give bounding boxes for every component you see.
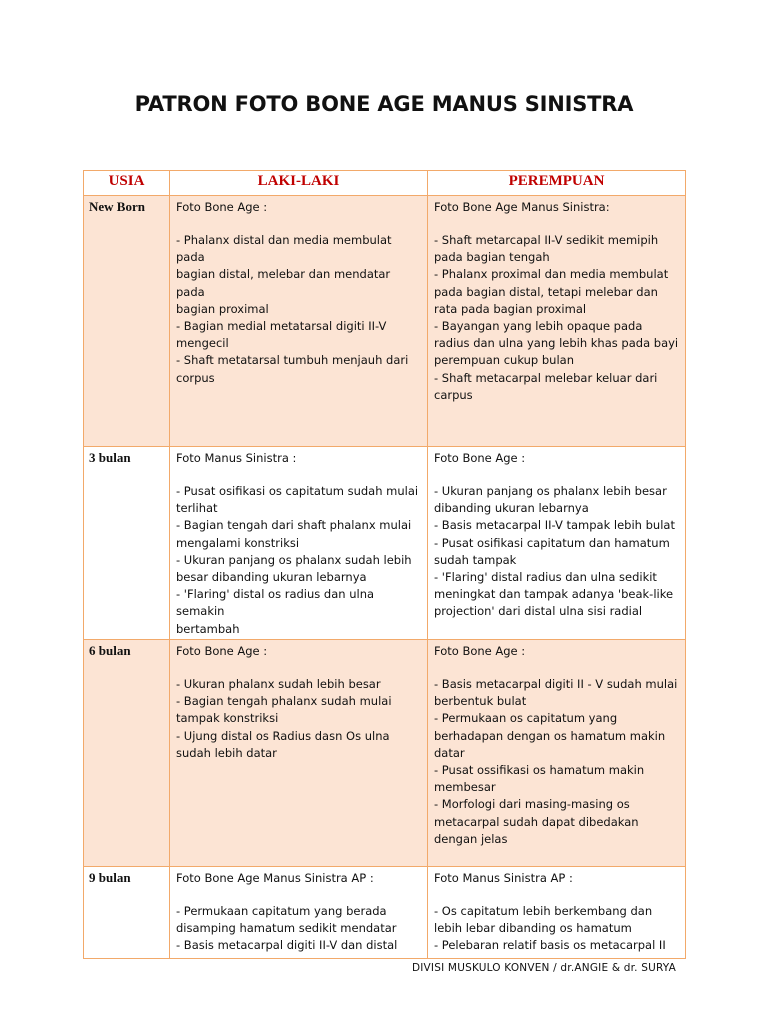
perempuan-heading: Foto Bone Age : [434, 644, 526, 658]
laki-laki-line: sudah lebih datar [176, 745, 277, 760]
perempuan-cell [428, 640, 686, 867]
perempuan-line: lebih lebar dibanding os hamatum [434, 921, 632, 936]
perempuan-heading: Foto Manus Sinistra AP : [434, 871, 573, 885]
laki-laki-line: corpus [176, 370, 215, 385]
laki-laki-heading: Foto Bone Age Manus Sinistra AP : [176, 871, 374, 885]
header-perempuan: PEREMPUAN [428, 171, 686, 196]
table-row-3-bulan [84, 447, 686, 640]
perempuan-line: pada bagian distal, tetapi melebar dan [434, 284, 658, 299]
table-row-new-born [84, 196, 686, 447]
perempuan-line: berhadapan dengan os hamatum makin [434, 728, 666, 743]
perempuan-line: - Bayangan yang lebih opaque pada [434, 319, 643, 334]
laki-laki-line: bagian distal, melebar dan mendatar pada [176, 267, 391, 299]
laki-laki-line: disamping hamatum sedikit mendatar [176, 921, 397, 936]
laki-laki-line: - Bagian medial metatarsal digiti II-V [176, 319, 387, 334]
laki-laki-line: - 'Flaring' distal os radius dan ulna semakin [176, 587, 375, 619]
laki-laki-line: terlihat [176, 501, 218, 516]
perempuan-heading: Foto Bone Age Manus Sinistra: [434, 200, 610, 214]
perempuan-line: radius dan ulna yang lebih khas pada bayi [434, 336, 679, 351]
laki-laki-line: bertambah [176, 621, 240, 636]
laki-laki-cell [170, 640, 428, 867]
perempuan-line: - Phalanx proximal dan media membulat [434, 267, 669, 282]
laki-laki-heading: Foto Bone Age : [176, 200, 268, 214]
laki-laki-line: - Permukaan capitatum yang berada [176, 904, 387, 918]
perempuan-line: berbentuk bulat [434, 694, 527, 709]
perempuan-line: - Os capitatum lebih berkembang dan [434, 904, 653, 918]
perempuan-line: - 'Flaring' distal radius dan ulna sedikit [434, 570, 657, 585]
perempuan-line: - Basis metacarpal II-V tampak lebih bulat [434, 518, 675, 533]
perempuan-cell [428, 196, 686, 447]
laki-laki-line: - Phalanx distal dan media membulat pada [176, 233, 392, 265]
laki-laki-heading: Foto Manus Sinistra : [176, 451, 297, 465]
perempuan-line: - Pusat ossifikasi os hamatum makin [434, 763, 645, 778]
perempuan-heading: Foto Bone Age : [434, 451, 526, 465]
laki-laki-line: - Bagian tengah phalanx sudah mulai [176, 694, 392, 709]
usia-cell: New Born [84, 196, 170, 447]
laki-laki-cell [170, 196, 428, 447]
laki-laki-line: besar dibanding ukuran lebarnya [176, 570, 367, 585]
perempuan-line: pada bagian tengah [434, 250, 550, 265]
laki-laki-heading: Foto Bone Age : [176, 644, 268, 658]
usia-cell: 9 bulan [84, 867, 170, 959]
perempuan-line: - Morfologi dari masing-masing os [434, 797, 630, 812]
usia-cell: 3 bulan [84, 447, 170, 640]
perempuan-line: - Shaft metarcapal II-V sedikit memipih [434, 233, 659, 247]
table-row-9-bulan [84, 867, 686, 959]
perempuan-line: - Basis metacarpal digiti II - V sudah mulai [434, 677, 678, 691]
perempuan-line: - Pusat osifikasi capitatum dan hamatum [434, 535, 670, 550]
perempuan-line: rata pada bagian proximal [434, 301, 587, 316]
perempuan-line: metacarpal sudah dapat dibedakan [434, 814, 639, 829]
perempuan-line: carpus [434, 387, 473, 402]
page-title: PATRON FOTO BONE AGE MANUS SINISTRA [134, 92, 634, 116]
laki-laki-line: - Bagian tengah dari shaft phalanx mulai [176, 518, 412, 533]
laki-laki-line: mengecil [176, 336, 229, 351]
laki-laki-line: - Basis metacarpal digiti II-V dan distal [176, 938, 398, 953]
laki-laki-line: - Pusat osifikasi os capitatum sudah mulai [176, 484, 419, 498]
perempuan-line: projection' dari distal ulna sisi radial [434, 604, 643, 619]
laki-laki-line: - Ukuran phalanx sudah lebih besar [176, 677, 381, 691]
perempuan-line: dengan jelas [434, 831, 508, 846]
perempuan-line: dibanding ukuran lebarnya [434, 501, 589, 516]
perempuan-line: meningkat dan tampak adanya 'beak-like [434, 587, 674, 602]
laki-laki-line: - Ukuran panjang os phalanx sudah lebih [176, 552, 412, 567]
table-header-row [84, 171, 686, 196]
usia-cell: 6 bulan [84, 640, 170, 867]
perempuan-line: - Pelebaran relatif basis os metacarpal II [434, 938, 666, 953]
perempuan-line: - Permukaan os capitatum yang [434, 711, 618, 726]
laki-laki-cell [170, 867, 428, 959]
page-footer: DIVISI MUSKULO KONVEN / dr.ANGIE & dr. SURYA [411, 962, 676, 974]
laki-laki-line: mengalami konstriksi [176, 535, 300, 550]
perempuan-line: datar [434, 745, 465, 760]
perempuan-cell [428, 447, 686, 640]
laki-laki-line: bagian proximal [176, 301, 269, 316]
header-usia: USIA [84, 171, 170, 196]
header-laki-laki: LAKI-LAKI [170, 171, 428, 196]
table-row-6-bulan [84, 640, 686, 867]
perempuan-line: - Ukuran panjang os phalanx lebih besar [434, 484, 667, 498]
perempuan-line: perempuan cukup bulan [434, 353, 574, 368]
laki-laki-line: - Shaft metatarsal tumbuh menjauh dari [176, 353, 409, 368]
perempuan-cell [428, 867, 686, 959]
perempuan-line: - Shaft metacarpal melebar keluar dari [434, 370, 658, 385]
laki-laki-cell [170, 447, 428, 640]
perempuan-line: sudah tampak [434, 552, 517, 567]
bone-age-table [83, 170, 686, 959]
perempuan-line: membesar [434, 780, 496, 795]
laki-laki-line: tampak konstriksi [176, 711, 279, 726]
laki-laki-line: - Ujung distal os Radius dasn Os ulna [176, 728, 390, 743]
